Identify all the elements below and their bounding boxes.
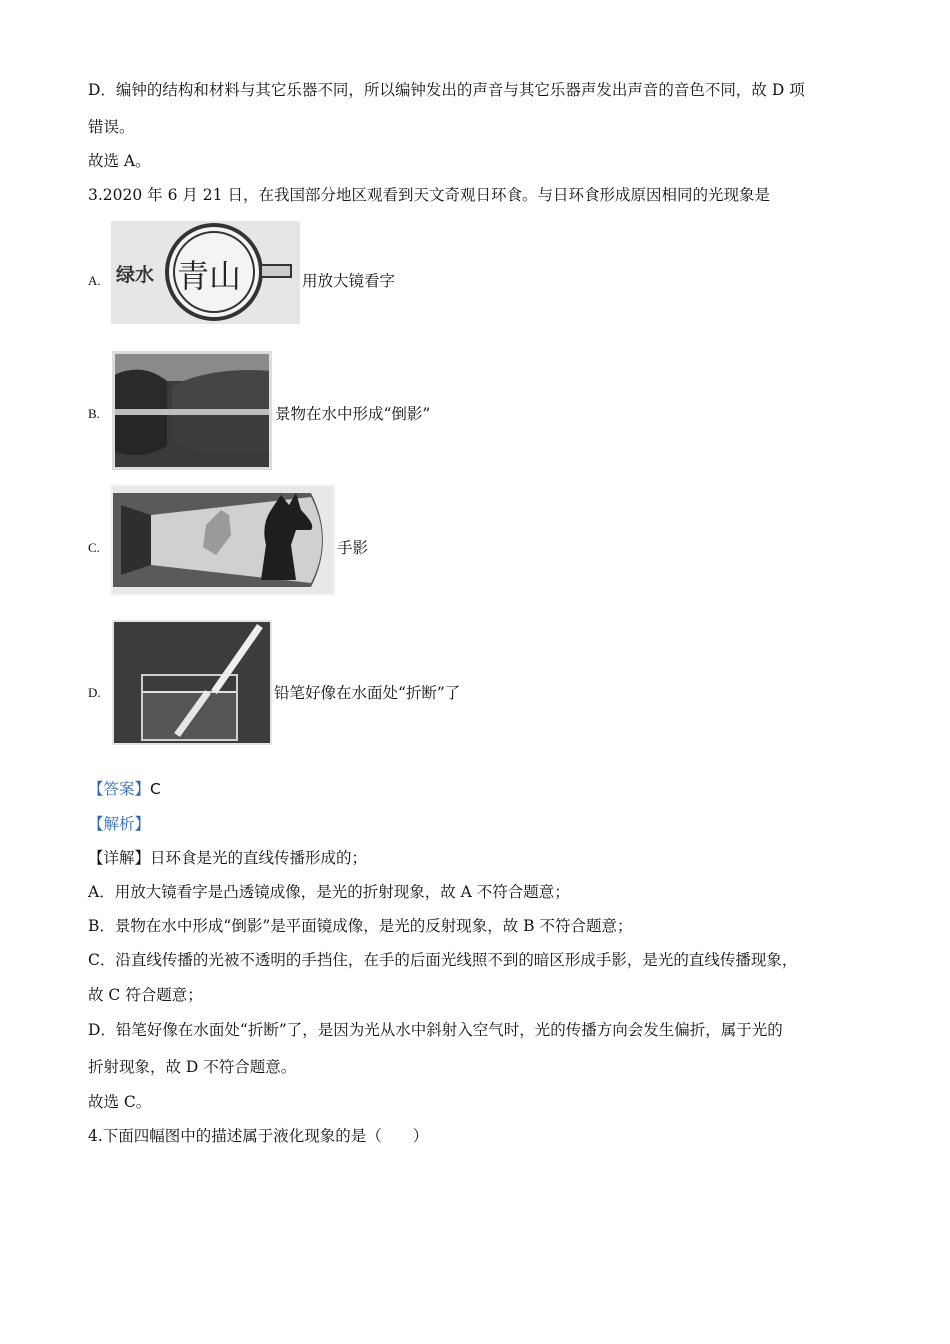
option-d-letter: D. bbox=[88, 685, 101, 700]
prev-option-d-line2: 错误。 bbox=[88, 118, 135, 136]
option-b-letter: B. bbox=[88, 406, 100, 421]
explanation-d-line1: D．铅笔好像在水面处“折断”了，是因为光从水中斜射入空气时，光的传播方向会发生偏折，属于光的 bbox=[88, 1021, 783, 1039]
answer-value: C bbox=[150, 780, 161, 798]
q3-stem: 3.2020 年 6 月 21 日，在我国部分地区观看到天文奇观日环食。与日环食形成原因相同的光现象是 bbox=[88, 186, 770, 204]
option-b-reflection-image bbox=[112, 351, 272, 470]
option-a-letter: A. bbox=[88, 273, 101, 288]
option-c-letter: C. bbox=[88, 540, 100, 555]
option-a-image-text-center: 青山 bbox=[177, 257, 242, 295]
prev-option-d-line1: D．编钟的结构和材料与其它乐器不同，所以编钟发出的声音与其它乐器声发出声音的音色不同，故 D 项 bbox=[88, 81, 805, 99]
option-a-magnifier-image bbox=[111, 221, 300, 324]
explanation-b: B．景物在水中形成“倒影”是平面镜成像，是光的反射现象，故 B 不符合题意； bbox=[88, 917, 633, 935]
prev-conclusion: 故选 A。 bbox=[88, 152, 151, 170]
answer-line bbox=[88, 778, 161, 800]
option-a-image-text-left: 绿水 bbox=[116, 264, 155, 286]
option-d-caption: 铅笔好像在水面处“折断”了 bbox=[274, 684, 461, 702]
option-a-caption: 用放大镜看字 bbox=[302, 272, 396, 290]
explanation-a: A．用放大镜看字是凸透镜成像，是光的折射现象，故 A 不符合题意； bbox=[88, 883, 570, 901]
explanation-d-line2: 折射现象，故 D 不符合题意。 bbox=[88, 1058, 297, 1076]
q3-conclusion: 故选 C。 bbox=[88, 1093, 152, 1111]
option-d-pencil-image bbox=[112, 620, 272, 745]
answer-tag: 【答案】 bbox=[88, 780, 151, 798]
detail-line: 【详解】日环食是光的直线传播形成的； bbox=[88, 849, 368, 867]
explanation-c-line2: 故 C 符合题意； bbox=[88, 986, 203, 1004]
option-c-caption: 手影 bbox=[337, 539, 369, 557]
q4-stem: 4.下面四幅图中的描述属于液化现象的是（ ） bbox=[88, 1127, 429, 1145]
option-b-caption: 景物在水中形成“倒影” bbox=[275, 405, 431, 423]
explanation-c-line1: C．沿直线传播的光被不透明的手挡住，在手的后面光线照不到的暗区形成手影，是光的直线传播现象， bbox=[88, 951, 798, 969]
option-c-hand-shadow-image bbox=[111, 485, 335, 595]
analysis-tag: 【解析】 bbox=[88, 815, 151, 833]
